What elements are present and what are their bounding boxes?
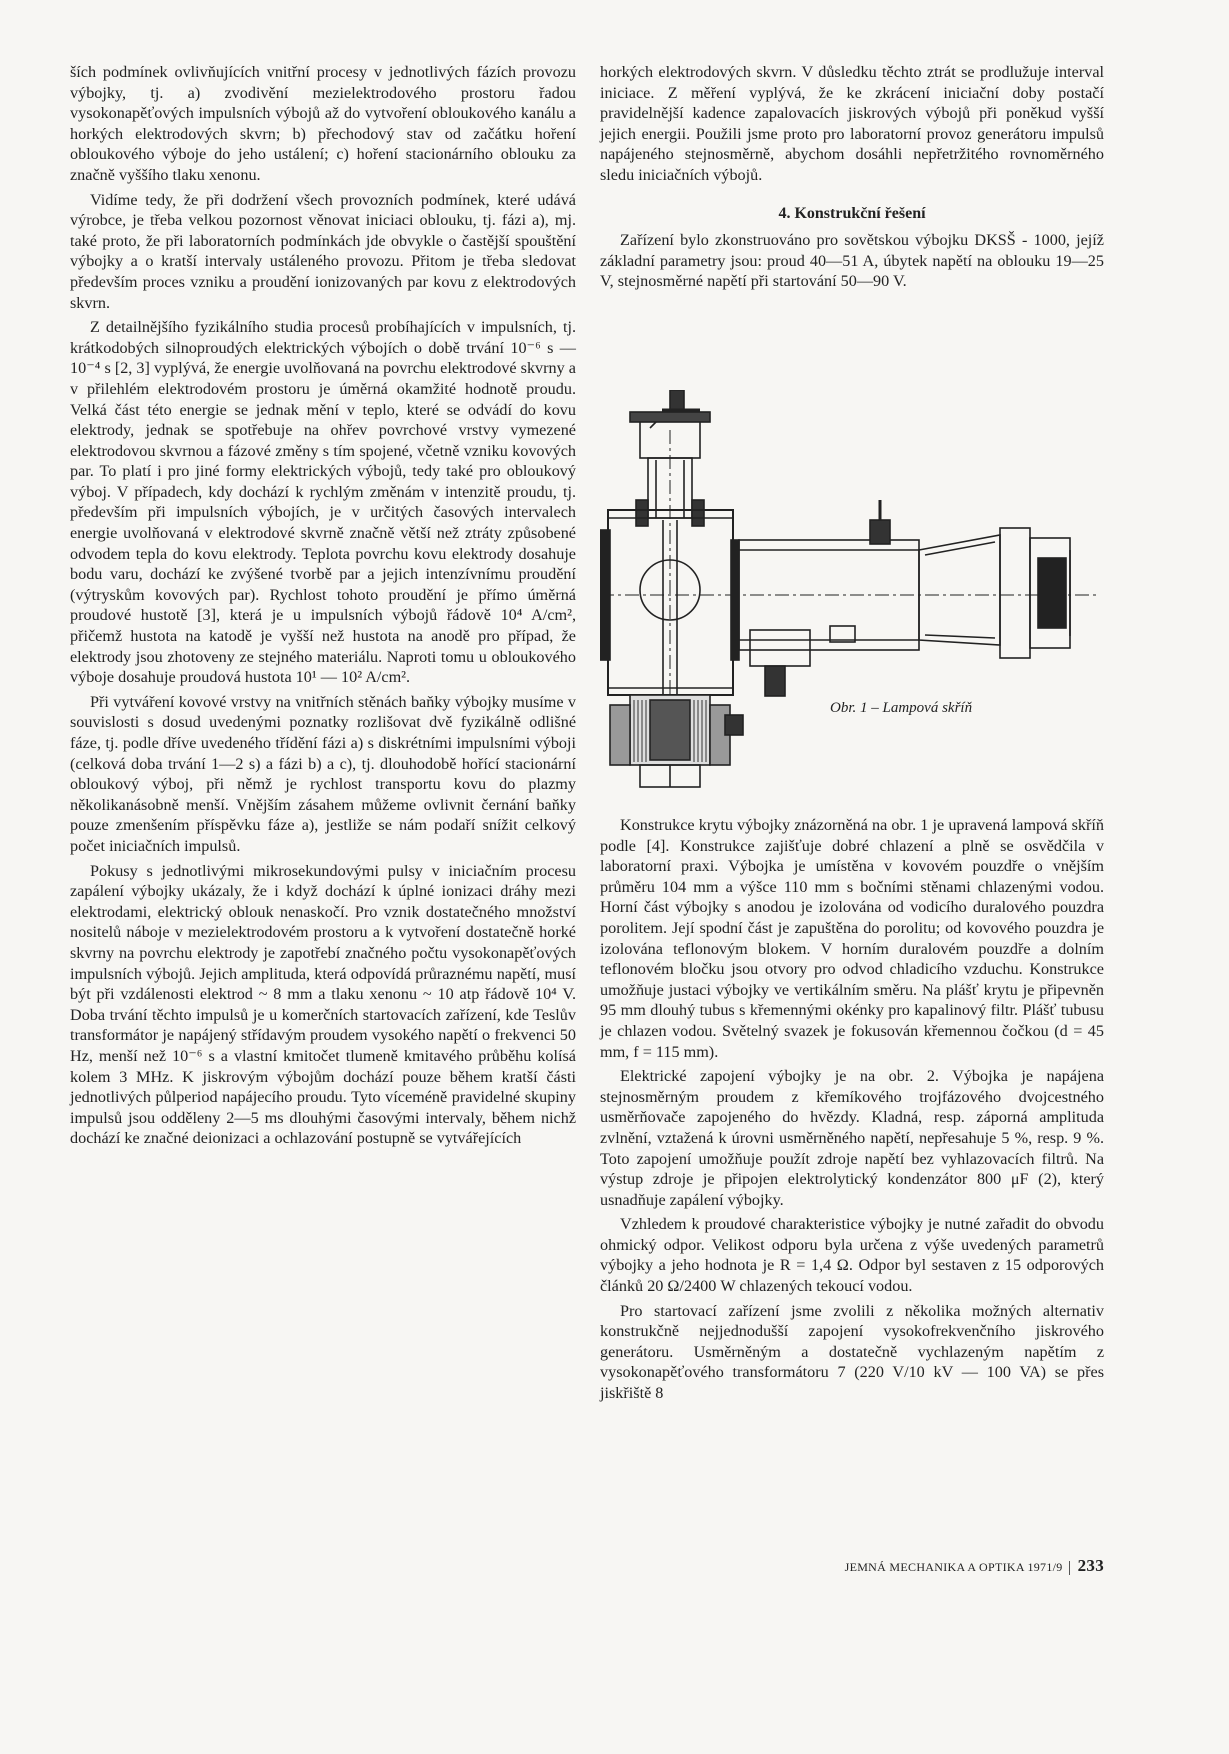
section-heading: 4. Konstrukční řešení (778, 204, 926, 222)
paragraph: Z detailnějšího fyzikálního studia procesů probíhajících v impulsních, tj. krátkodobých silnoproudých elektrických výbojích o době trvání 10⁻⁶ s — 10⁻⁴ s [2, 3] vyplývá, že energie uvolňovaná na povrchu elektrodové skvrny a v přilehlém elektrodovém prostoru je úměrná okamžité hodnotě proudu. Velká část této energie se jednak mění v teplo, které se odvádí do kovu elektrody, jednak se spotřebuje na ohřev povrchové vrstvy vymezené elektrodovou skvrnou a fázové změny s tím spojené, včetně vzniku kovových par. To platí i pro jiné formy elektrických výbojů, tedy také pro obloukový výboj. V případech, kdy dochází k rychlým změnám v intenzitě proudu, tj. především při impulsních výbojích, je v určitých časových intervalech energie uvolňovaná v elektrodové skvrně značně větší než ztráty způsobené odvodem tepla do kovu elektrody. Teplota povrchu kovu elektrody dosahuje bodu varu, dochází ke zvýšené tvorbě par a jejich intenzívnímu proudění (výtryskům kovových par). Rychlost tohoto proudění je přímo úměrná proudové hustotě [3], která je u impulsních výbojů řádově 10⁴ A/cm², přičemž hustota na katodě je vyšší než hustota na anodě pro případ, že elektrody jsou zhotoveny ze stejného materiálu. Naproti tomu u obloukového výboje dosahuje proudová hustota 10¹ — 10² A/cm². (70, 318, 576, 687)
paragraph: Při vytváření kovové vrstvy na vnitřních stěnách baňky výbojky musíme v souvislosti s dosud uvedenými poznatky rozlišovat dvě fyzikálně odlišné fáze, tj. podle dříve uvedeného třídění fázi a) s diskrétními impulsními výboji (celková doba trvání 1—2 s) a fázi b) a c), tj. dlouhodobě hořící stacionární obloukový výboj, při němž je rychlost transportu kovu do plazmy několikanásobně menší. Vnějším zásahem můžeme ovlivnit černání baňky pouze zmenšením příspěvku fáze a), jestliže se nám podaří snížit celkový počet iniciačních impulsů. (70, 692, 576, 855)
paragraph: Pro startovací zařízení jsme zvolili z několika možných alternativ konstrukčně nejjednodušší zapojení vysokofrekvenčního jiskrového generátoru. Usměrněným a dostatečně vychlazeným napětím z vysokonapěťového transformátoru 7 (220 V/10 kV — 100 VA) se přes jiskřiště 8 (600, 1301, 1104, 1403)
paragraph: ších podmínek ovlivňujících vnitřní procesy v jednotlivých fázích provozu výbojky, tj. a) zvodivění mezielektrodového prostoru řadou vysokonapěťových impulsních výbojů až do vytvoření obloukového kanálu a horkých elektrodových skvrn; b) přechodový stav od začátku hoření obloukového výboje do jeho ustálení; c) hoření stacionárního oblouku za značně vyššího tlaku xenonu. (70, 63, 576, 184)
footer-separator (1069, 1561, 1070, 1575)
right-column (600, 62, 1104, 296)
paragraph: Elektrické zapojení výbojky je na obr. 2. Výbojka je napájena stejnosměrným proudem z křemíkového trojfázového dvojcestného usměrňovače zapojeného do hvězdy. Kladná, resp. záporná amplituda zvlnění, vztažená k úrovni usměrněného napětí, nepřesahuje 5 %, resp. 9 %. Toto zapojení umožňuje použít zdroje napětí bez vyhlazovacích filtrů. Na výstup zdroje je připojen elektrolytický kondenzátor 800 μF (2), který usnadňuje zapálení výbojky. (600, 1067, 1104, 1209)
page-footer (770, 1556, 1104, 1576)
paragraph: Vidíme tedy, že při dodržení všech provozních podmínek, které udává výrobce, je třeba velkou pozornost věnovat iniciaci oblouku, tj. fázi a), mj. také proto, že při laboratorních podmínkách jde obvykle o častější spouštění výbojky a o kratší intervaly ustáleného provozu. Přitom je třeba sledovat především proces vzniku a proudění ionizovaných par kovu z elektrodových skvrn. (70, 190, 576, 312)
paragraph: Vzhledem k proudové charakteristice výbojky je nutné zařadit do obvodu ohmický odpor. Velikost odporu byla určena z výše uvedených parametrů výbojky a jeho hodnota je R = 1,4 Ω. Odpor byl sestaven z 15 odporových článků 20 Ω/2400 W chlazených tekoucí vodou. (600, 1215, 1104, 1296)
journal-name: JEMNÁ MECHANIKA A OPTIKA 1971/9 (844, 1560, 1063, 1574)
paragraph: Pokusy s jednotlivými mikrosekundovými pulsy v iniciačním procesu zapálení výbojky ukázaly, že i když dochází k úplné ionizaci dráhy mezi elektrodami, elektrický oblouk nenaskočí. Pro vznik dostatečného množství nositelů náboje v mezielektrodovém prostoru a k vytvoření dostatečně horké skvrny na povrchu elektrody je zapotřebí značného počtu vysokonapěťových impulsních výbojů. Jejich amplituda, která odpovídá průraznému napětí, musí být při vzdálenosti elektrod ~ 8 mm a tlaku xenonu ~ 10 atp řádově 10⁴ V. Doba trvání těchto impulsů je u komerčních startovacích zařízení, kde Teslův transformátor je napájený střídavým proudem vysokého napětí o frekvenci 50 Hz, menší než 10⁻⁶ s a vlastní kmitočet tlumeně kmitavého průběhu kolísá kolem 3 MHz. K jiskrovým výbojům dochází pouze během kratší části jednotlivých půlperiod napájecího proudu. Tyto víceméně pravidelné skupiny impulsů jsou odděleny 2—5 ms dlouhými časovými intervaly, během nichž dochází ke značné deionizaci a ochlazování postupně se vytvářejících (70, 861, 576, 1148)
figure-caption: Obr. 1 – Lampová skříň (830, 700, 973, 716)
paragraph: horkých elektrodových skvrn. V důsledku těchto ztrát se prodlužuje interval iniciace. Z měření vyplývá, že ke zkrácení iniciační doby postačí pravidelnější kadence zapalovacích jiskrových výbojů při poněkud vyšší jejich energii. Použili jsme proto pro laboratorní provoz generátoru impulsů napájeného stejnosměrně, abychom dosáhli nepřetržitého rovnoměrného sledu iniciačních výbojů. (600, 63, 1104, 184)
figure-lamp-housing (600, 390, 1104, 790)
left-column (70, 62, 576, 1153)
right-column-lower (600, 815, 1104, 1408)
paragraph: Zařízení bylo zkonstruováno pro sovětskou výbojku DKSŠ - 1000, jejíž základní parametry jsou: proud 40—51 A, úbytek napětí na oblouku 19—25 V, stejnosměrné napětí při startování 50—90 V. (600, 231, 1104, 291)
page-number: 233 (1077, 1556, 1104, 1575)
paragraph: Konstrukce krytu výbojky znázorněná na obr. 1 je upravená lampová skříň podle [4]. Konstrukce zajišťuje dobré chlazení a plně se osvědčila v laboratorní praxi. Výbojka je umístěna v kovovém pouzdře o vnějším průměru 104 mm a výšce 110 mm s bočními stěnami chlazenými vodou. Horní část výbojky s anodou je izolována od vodicího duralového pouzdra porolitem. Její spodní část je zapuštěna do porolitu; od kovového pouzdra je izolována teflonovým blokem. V horním duralovém pouzdře a dolním teflonovém bločku jsou otvory pro odvod chladicího vzduchu. Konstrukce umožňuje justaci výbojky ve vertikálním směru. Na plášť krytu je připevněn 95 mm dlouhý tubus s křemennými okénky pro kapalinový filtr. Plášť tubusu je chlazen vodou. Světelný svazek je fokusován křemennou čočkou (d = 45 mm, f = 115 mm). (600, 816, 1104, 1061)
lamp-housing-drawing (600, 390, 1104, 790)
